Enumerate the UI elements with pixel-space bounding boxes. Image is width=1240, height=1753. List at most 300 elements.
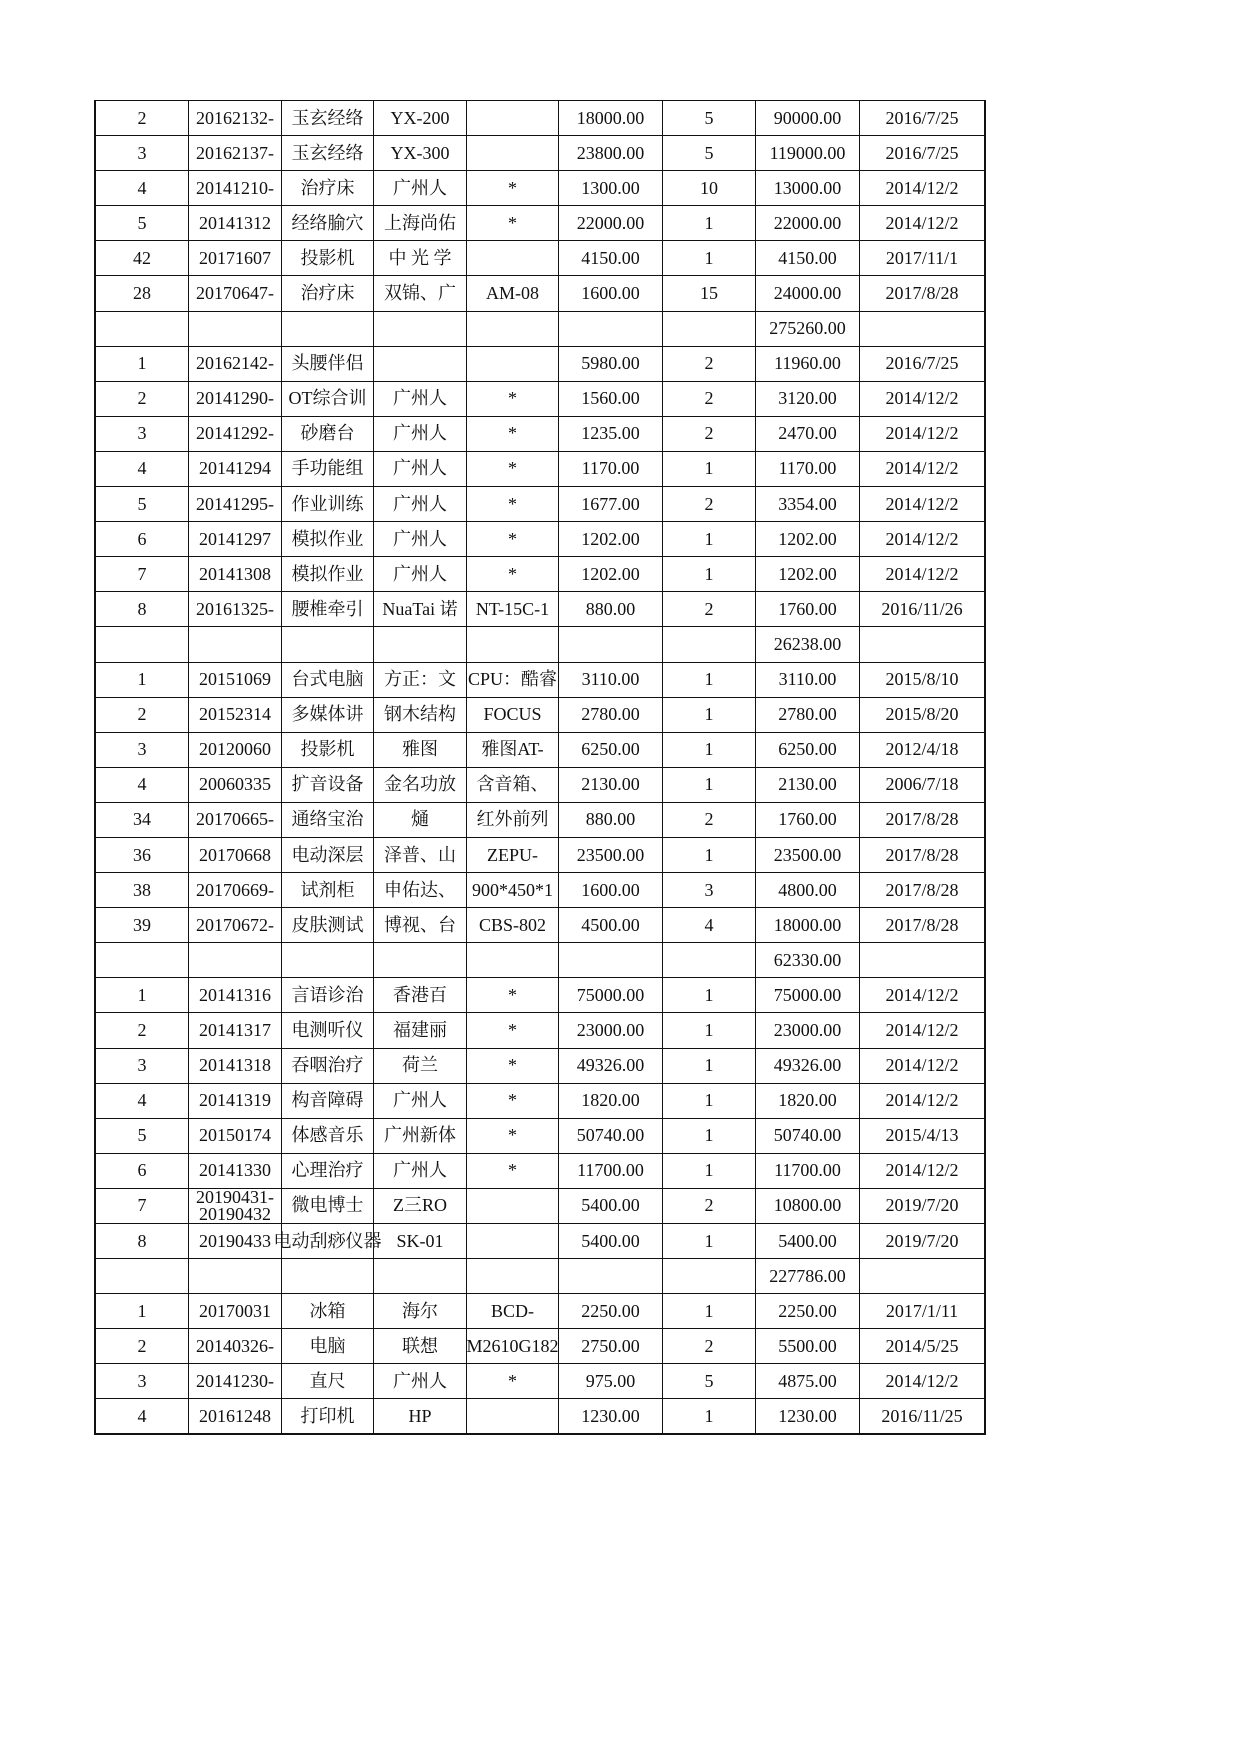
table-row <box>96 557 986 592</box>
brand-origin: 熥 <box>374 803 467 838</box>
empty-cell <box>282 312 374 347</box>
table-row <box>96 733 986 768</box>
row-index: 1 <box>96 663 189 698</box>
quantity: 2 <box>663 417 756 452</box>
purchase-date: 2016/7/25 <box>860 101 986 136</box>
model-spec <box>467 1399 559 1434</box>
purchase-date: 2016/7/25 <box>860 136 986 171</box>
quantity: 15 <box>663 276 756 311</box>
model-spec: CBS-802 <box>467 908 559 943</box>
row-index: 6 <box>96 522 189 557</box>
quantity: 10 <box>663 171 756 206</box>
item-name: 经络腧穴 <box>282 206 374 241</box>
row-index: 28 <box>96 276 189 311</box>
empty-cell <box>374 627 467 662</box>
empty-cell <box>559 627 663 662</box>
empty-cell <box>96 312 189 347</box>
item-name: 扩音设备 <box>282 768 374 803</box>
purchase-date: 2014/5/25 <box>860 1329 986 1364</box>
table-row <box>96 276 986 311</box>
model-spec: * <box>467 1154 559 1189</box>
brand-origin: YX-200 <box>374 101 467 136</box>
empty-cell <box>467 312 559 347</box>
amount: 1230.00 <box>756 1399 860 1434</box>
model-spec <box>467 347 559 382</box>
model-spec: * <box>467 487 559 522</box>
purchase-date: 2006/7/18 <box>860 768 986 803</box>
brand-origin: 泽普、山 <box>374 838 467 873</box>
amount: 23000.00 <box>756 1013 860 1048</box>
asset-number: 20170669- <box>189 873 282 908</box>
row-index: 2 <box>96 382 189 417</box>
brand-origin: 博视、台 <box>374 908 467 943</box>
asset-number: 20162132- <box>189 101 282 136</box>
model-spec <box>467 1189 559 1224</box>
item-name: 言语诊治 <box>282 978 374 1013</box>
empty-cell <box>663 943 756 978</box>
amount: 5500.00 <box>756 1329 860 1364</box>
brand-origin: 荷兰 <box>374 1049 467 1084</box>
brand-origin: 广州新体 <box>374 1119 467 1154</box>
row-index: 38 <box>96 873 189 908</box>
model-spec: * <box>467 978 559 1013</box>
asset-number: 20170647- <box>189 276 282 311</box>
unit-price: 880.00 <box>559 803 663 838</box>
amount: 1760.00 <box>756 592 860 627</box>
unit-price: 1600.00 <box>559 873 663 908</box>
asset-number: 20190433 <box>189 1224 282 1259</box>
brand-origin: 钢木结构 <box>374 698 467 733</box>
subtotal-row <box>96 1259 986 1294</box>
amount: 75000.00 <box>756 978 860 1013</box>
asset-number: 20120060 <box>189 733 282 768</box>
asset-number: 20170665- <box>189 803 282 838</box>
amount: 2780.00 <box>756 698 860 733</box>
unit-price: 1230.00 <box>559 1399 663 1434</box>
item-name: 皮肤测试 <box>282 908 374 943</box>
subtotal-row <box>96 943 986 978</box>
empty-cell <box>663 1259 756 1294</box>
amount: 1202.00 <box>756 557 860 592</box>
empty-cell <box>282 943 374 978</box>
amount: 49326.00 <box>756 1049 860 1084</box>
amount: 3120.00 <box>756 382 860 417</box>
asset-number: 20141295- <box>189 487 282 522</box>
brand-origin: 雅图 <box>374 733 467 768</box>
amount: 18000.00 <box>756 908 860 943</box>
asset-number: 20141312 <box>189 206 282 241</box>
row-index: 3 <box>96 136 189 171</box>
purchase-date: 2019/7/20 <box>860 1224 986 1259</box>
brand-origin: SK-01 <box>374 1224 467 1259</box>
model-spec: ZEPU- <box>467 838 559 873</box>
item-name: 微电博士 <box>282 1189 374 1224</box>
purchase-date: 2015/4/13 <box>860 1119 986 1154</box>
model-spec <box>467 1224 559 1259</box>
empty-cell <box>282 1259 374 1294</box>
model-spec: * <box>467 522 559 557</box>
unit-price: 2250.00 <box>559 1294 663 1329</box>
quantity: 1 <box>663 978 756 1013</box>
asset-number: 20141230- <box>189 1364 282 1399</box>
item-name: 电动刮痧仪器 <box>282 1224 374 1259</box>
unit-price: 1202.00 <box>559 557 663 592</box>
amount: 6250.00 <box>756 733 860 768</box>
unit-price: 1560.00 <box>559 382 663 417</box>
unit-price: 2130.00 <box>559 768 663 803</box>
subtotal-amount: 227786.00 <box>756 1259 860 1294</box>
purchase-date: 2014/12/2 <box>860 206 986 241</box>
amount: 3110.00 <box>756 663 860 698</box>
row-index: 8 <box>96 1224 189 1259</box>
quantity: 2 <box>663 1329 756 1364</box>
amount: 50740.00 <box>756 1119 860 1154</box>
brand-origin: 广州人 <box>374 557 467 592</box>
table-row <box>96 698 986 733</box>
empty-cell <box>374 312 467 347</box>
model-spec: CPU：酷睿 <box>467 663 559 698</box>
purchase-date: 2014/12/2 <box>860 1013 986 1048</box>
table-row <box>96 1186 986 1224</box>
unit-price: 4500.00 <box>559 908 663 943</box>
row-index: 7 <box>96 1189 189 1224</box>
asset-number: 20060335 <box>189 768 282 803</box>
purchase-date: 2014/12/2 <box>860 978 986 1013</box>
empty-cell <box>189 1259 282 1294</box>
table-row <box>96 206 986 241</box>
purchase-date: 2017/11/1 <box>860 241 986 276</box>
model-spec: 雅图AT- <box>467 733 559 768</box>
model-spec: * <box>467 206 559 241</box>
table-row <box>96 1049 986 1084</box>
model-spec: * <box>467 1084 559 1119</box>
model-spec: * <box>467 171 559 206</box>
table-row <box>96 101 986 136</box>
quantity: 2 <box>663 1189 756 1224</box>
amount: 11960.00 <box>756 347 860 382</box>
row-index: 5 <box>96 1119 189 1154</box>
brand-origin: 金名功放 <box>374 768 467 803</box>
item-name: 手功能组 <box>282 452 374 487</box>
empty-cell <box>467 1259 559 1294</box>
quantity: 1 <box>663 1294 756 1329</box>
row-index: 4 <box>96 452 189 487</box>
unit-price: 23800.00 <box>559 136 663 171</box>
table-row <box>96 803 986 838</box>
item-name: 直尺 <box>282 1364 374 1399</box>
item-name: OT综合训 <box>282 382 374 417</box>
quantity: 1 <box>663 1013 756 1048</box>
brand-origin: 广州人 <box>374 522 467 557</box>
purchase-date: 2015/8/10 <box>860 663 986 698</box>
quantity: 1 <box>663 522 756 557</box>
model-spec: 含音箱、 <box>467 768 559 803</box>
empty-cell <box>374 943 467 978</box>
table-row <box>96 663 986 698</box>
item-name: 冰箱 <box>282 1294 374 1329</box>
quantity: 5 <box>663 101 756 136</box>
purchase-date: 2017/8/28 <box>860 838 986 873</box>
model-spec <box>467 101 559 136</box>
asset-number: 20190431- 20190432 <box>189 1189 282 1224</box>
table-row <box>96 768 986 803</box>
quantity: 2 <box>663 382 756 417</box>
brand-origin: 广州人 <box>374 417 467 452</box>
item-name: 作业训练 <box>282 487 374 522</box>
empty-cell <box>374 1259 467 1294</box>
row-index: 4 <box>96 171 189 206</box>
purchase-date: 2017/8/28 <box>860 873 986 908</box>
unit-price: 880.00 <box>559 592 663 627</box>
row-index: 34 <box>96 803 189 838</box>
purchase-date: 2014/12/2 <box>860 452 986 487</box>
asset-number: 20141210- <box>189 171 282 206</box>
purchase-date: 2014/12/2 <box>860 417 986 452</box>
empty-cell <box>663 312 756 347</box>
quantity: 2 <box>663 487 756 522</box>
quantity: 1 <box>663 1119 756 1154</box>
unit-price: 23000.00 <box>559 1013 663 1048</box>
empty-cell <box>467 627 559 662</box>
model-spec: NT-15C-1 <box>467 592 559 627</box>
model-spec: AM-08 <box>467 276 559 311</box>
table-row <box>96 592 986 627</box>
unit-price: 4150.00 <box>559 241 663 276</box>
amount: 2250.00 <box>756 1294 860 1329</box>
model-spec: FOCUS <box>467 698 559 733</box>
brand-origin: 中 光 学 <box>374 241 467 276</box>
purchase-date: 2014/12/2 <box>860 522 986 557</box>
row-index: 3 <box>96 1049 189 1084</box>
asset-number: 20171607 <box>189 241 282 276</box>
row-index: 39 <box>96 908 189 943</box>
unit-price: 11700.00 <box>559 1154 663 1189</box>
quantity: 2 <box>663 803 756 838</box>
row-index: 3 <box>96 733 189 768</box>
quantity: 1 <box>663 1084 756 1119</box>
unit-price: 18000.00 <box>559 101 663 136</box>
quantity: 1 <box>663 1224 756 1259</box>
empty-cell <box>467 943 559 978</box>
subtotal-row <box>96 312 986 347</box>
table-row <box>96 1329 986 1364</box>
row-index: 42 <box>96 241 189 276</box>
amount: 4800.00 <box>756 873 860 908</box>
purchase-date: 2015/8/20 <box>860 698 986 733</box>
table-row <box>96 1364 986 1399</box>
model-spec: * <box>467 1049 559 1084</box>
item-name: 模拟作业 <box>282 522 374 557</box>
quantity: 3 <box>663 873 756 908</box>
brand-origin: NuaTai 诺 <box>374 592 467 627</box>
table-row <box>96 873 986 908</box>
quantity: 1 <box>663 206 756 241</box>
model-spec: * <box>467 1013 559 1048</box>
purchase-date: 2019/7/20 <box>860 1189 986 1224</box>
quantity: 1 <box>663 1049 756 1084</box>
purchase-date: 2016/11/26 <box>860 592 986 627</box>
amount: 1202.00 <box>756 522 860 557</box>
table-row <box>96 417 986 452</box>
empty-cell <box>189 943 282 978</box>
amount: 11700.00 <box>756 1154 860 1189</box>
row-index: 1 <box>96 347 189 382</box>
asset-number: 20170668 <box>189 838 282 873</box>
unit-price: 1820.00 <box>559 1084 663 1119</box>
item-name: 玉玄经络 <box>282 101 374 136</box>
subtotal-amount: 26238.00 <box>756 627 860 662</box>
quantity: 1 <box>663 1154 756 1189</box>
item-name: 模拟作业 <box>282 557 374 592</box>
unit-price: 2780.00 <box>559 698 663 733</box>
empty-cell <box>282 627 374 662</box>
unit-price: 1600.00 <box>559 276 663 311</box>
empty-cell <box>860 312 986 347</box>
table-row <box>96 908 986 943</box>
unit-price: 1235.00 <box>559 417 663 452</box>
empty-cell <box>860 627 986 662</box>
asset-number: 20152314 <box>189 698 282 733</box>
table-row <box>96 487 986 522</box>
asset-number: 20150174 <box>189 1119 282 1154</box>
brand-origin: 方正：文 <box>374 663 467 698</box>
unit-price: 23500.00 <box>559 838 663 873</box>
row-index: 1 <box>96 1294 189 1329</box>
table-row <box>96 241 986 276</box>
amount: 1170.00 <box>756 452 860 487</box>
brand-origin: YX-300 <box>374 136 467 171</box>
asset-number: 20141318 <box>189 1049 282 1084</box>
table-row <box>96 978 986 1013</box>
asset-number: 20141292- <box>189 417 282 452</box>
row-index: 2 <box>96 698 189 733</box>
empty-cell <box>189 627 282 662</box>
purchase-date: 2017/1/11 <box>860 1294 986 1329</box>
asset-number: 20141297 <box>189 522 282 557</box>
model-spec <box>467 241 559 276</box>
item-name: 电脑 <box>282 1329 374 1364</box>
amount: 3354.00 <box>756 487 860 522</box>
asset-number: 20162142- <box>189 347 282 382</box>
model-spec: * <box>467 417 559 452</box>
quantity: 5 <box>663 1364 756 1399</box>
unit-price: 49326.00 <box>559 1049 663 1084</box>
empty-cell <box>96 1259 189 1294</box>
asset-number: 20170031 <box>189 1294 282 1329</box>
brand-origin: 海尔 <box>374 1294 467 1329</box>
row-index: 2 <box>96 1329 189 1364</box>
brand-origin <box>374 347 467 382</box>
table-row <box>96 838 986 873</box>
quantity: 2 <box>663 592 756 627</box>
table-row <box>96 382 986 417</box>
asset-table <box>94 100 986 1435</box>
brand-origin: 联想 <box>374 1329 467 1364</box>
row-index: 6 <box>96 1154 189 1189</box>
unit-price: 6250.00 <box>559 733 663 768</box>
unit-price: 3110.00 <box>559 663 663 698</box>
table-row <box>96 1294 986 1329</box>
brand-origin: HP <box>374 1399 467 1434</box>
row-index: 8 <box>96 592 189 627</box>
asset-number: 20141330 <box>189 1154 282 1189</box>
empty-cell <box>559 312 663 347</box>
subtotal-row <box>96 627 986 662</box>
brand-origin: 香港百 <box>374 978 467 1013</box>
item-name: 通络宝治 <box>282 803 374 838</box>
quantity: 4 <box>663 908 756 943</box>
table-row <box>96 1119 986 1154</box>
amount: 24000.00 <box>756 276 860 311</box>
model-spec: * <box>467 382 559 417</box>
quantity: 1 <box>663 663 756 698</box>
unit-price: 1170.00 <box>559 452 663 487</box>
amount: 23500.00 <box>756 838 860 873</box>
empty-cell <box>559 1259 663 1294</box>
amount: 1820.00 <box>756 1084 860 1119</box>
amount: 5400.00 <box>756 1224 860 1259</box>
empty-cell <box>860 943 986 978</box>
brand-origin: 福建丽 <box>374 1013 467 1048</box>
table-row <box>96 522 986 557</box>
unit-price: 75000.00 <box>559 978 663 1013</box>
row-index: 5 <box>96 487 189 522</box>
purchase-date: 2014/12/2 <box>860 1364 986 1399</box>
brand-origin: 申佑达、 <box>374 873 467 908</box>
purchase-date: 2014/12/2 <box>860 1049 986 1084</box>
amount: 119000.00 <box>756 136 860 171</box>
empty-cell <box>559 943 663 978</box>
asset-number: 20162137- <box>189 136 282 171</box>
amount: 4150.00 <box>756 241 860 276</box>
purchase-date: 2016/11/25 <box>860 1399 986 1434</box>
row-index: 5 <box>96 206 189 241</box>
brand-origin: 广州人 <box>374 1084 467 1119</box>
asset-number: 20141308 <box>189 557 282 592</box>
amount: 2470.00 <box>756 417 860 452</box>
asset-number: 20161248 <box>189 1399 282 1434</box>
asset-number: 20161325- <box>189 592 282 627</box>
brand-origin: Z三RO <box>374 1189 467 1224</box>
asset-number: 20151069 <box>189 663 282 698</box>
item-name: 治疗床 <box>282 171 374 206</box>
model-spec: 900*450*1 <box>467 873 559 908</box>
brand-origin: 双锦、广 <box>374 276 467 311</box>
row-index: 2 <box>96 101 189 136</box>
unit-price: 975.00 <box>559 1364 663 1399</box>
table-row <box>96 171 986 206</box>
quantity: 1 <box>663 241 756 276</box>
asset-number: 20141317 <box>189 1013 282 1048</box>
purchase-date: 2017/8/28 <box>860 908 986 943</box>
quantity: 1 <box>663 698 756 733</box>
quantity: 1 <box>663 557 756 592</box>
item-name: 台式电脑 <box>282 663 374 698</box>
brand-origin: 广州人 <box>374 487 467 522</box>
amount: 90000.00 <box>756 101 860 136</box>
row-index: 2 <box>96 1013 189 1048</box>
item-name: 电测听仪 <box>282 1013 374 1048</box>
subtotal-amount: 275260.00 <box>756 312 860 347</box>
model-spec: 红外前列 <box>467 803 559 838</box>
amount: 2130.00 <box>756 768 860 803</box>
item-name: 砂磨台 <box>282 417 374 452</box>
item-name: 试剂柜 <box>282 873 374 908</box>
table-row <box>96 347 986 382</box>
purchase-date: 2016/7/25 <box>860 347 986 382</box>
asset-number: 20141290- <box>189 382 282 417</box>
model-spec: M2610G182 <box>467 1329 559 1364</box>
